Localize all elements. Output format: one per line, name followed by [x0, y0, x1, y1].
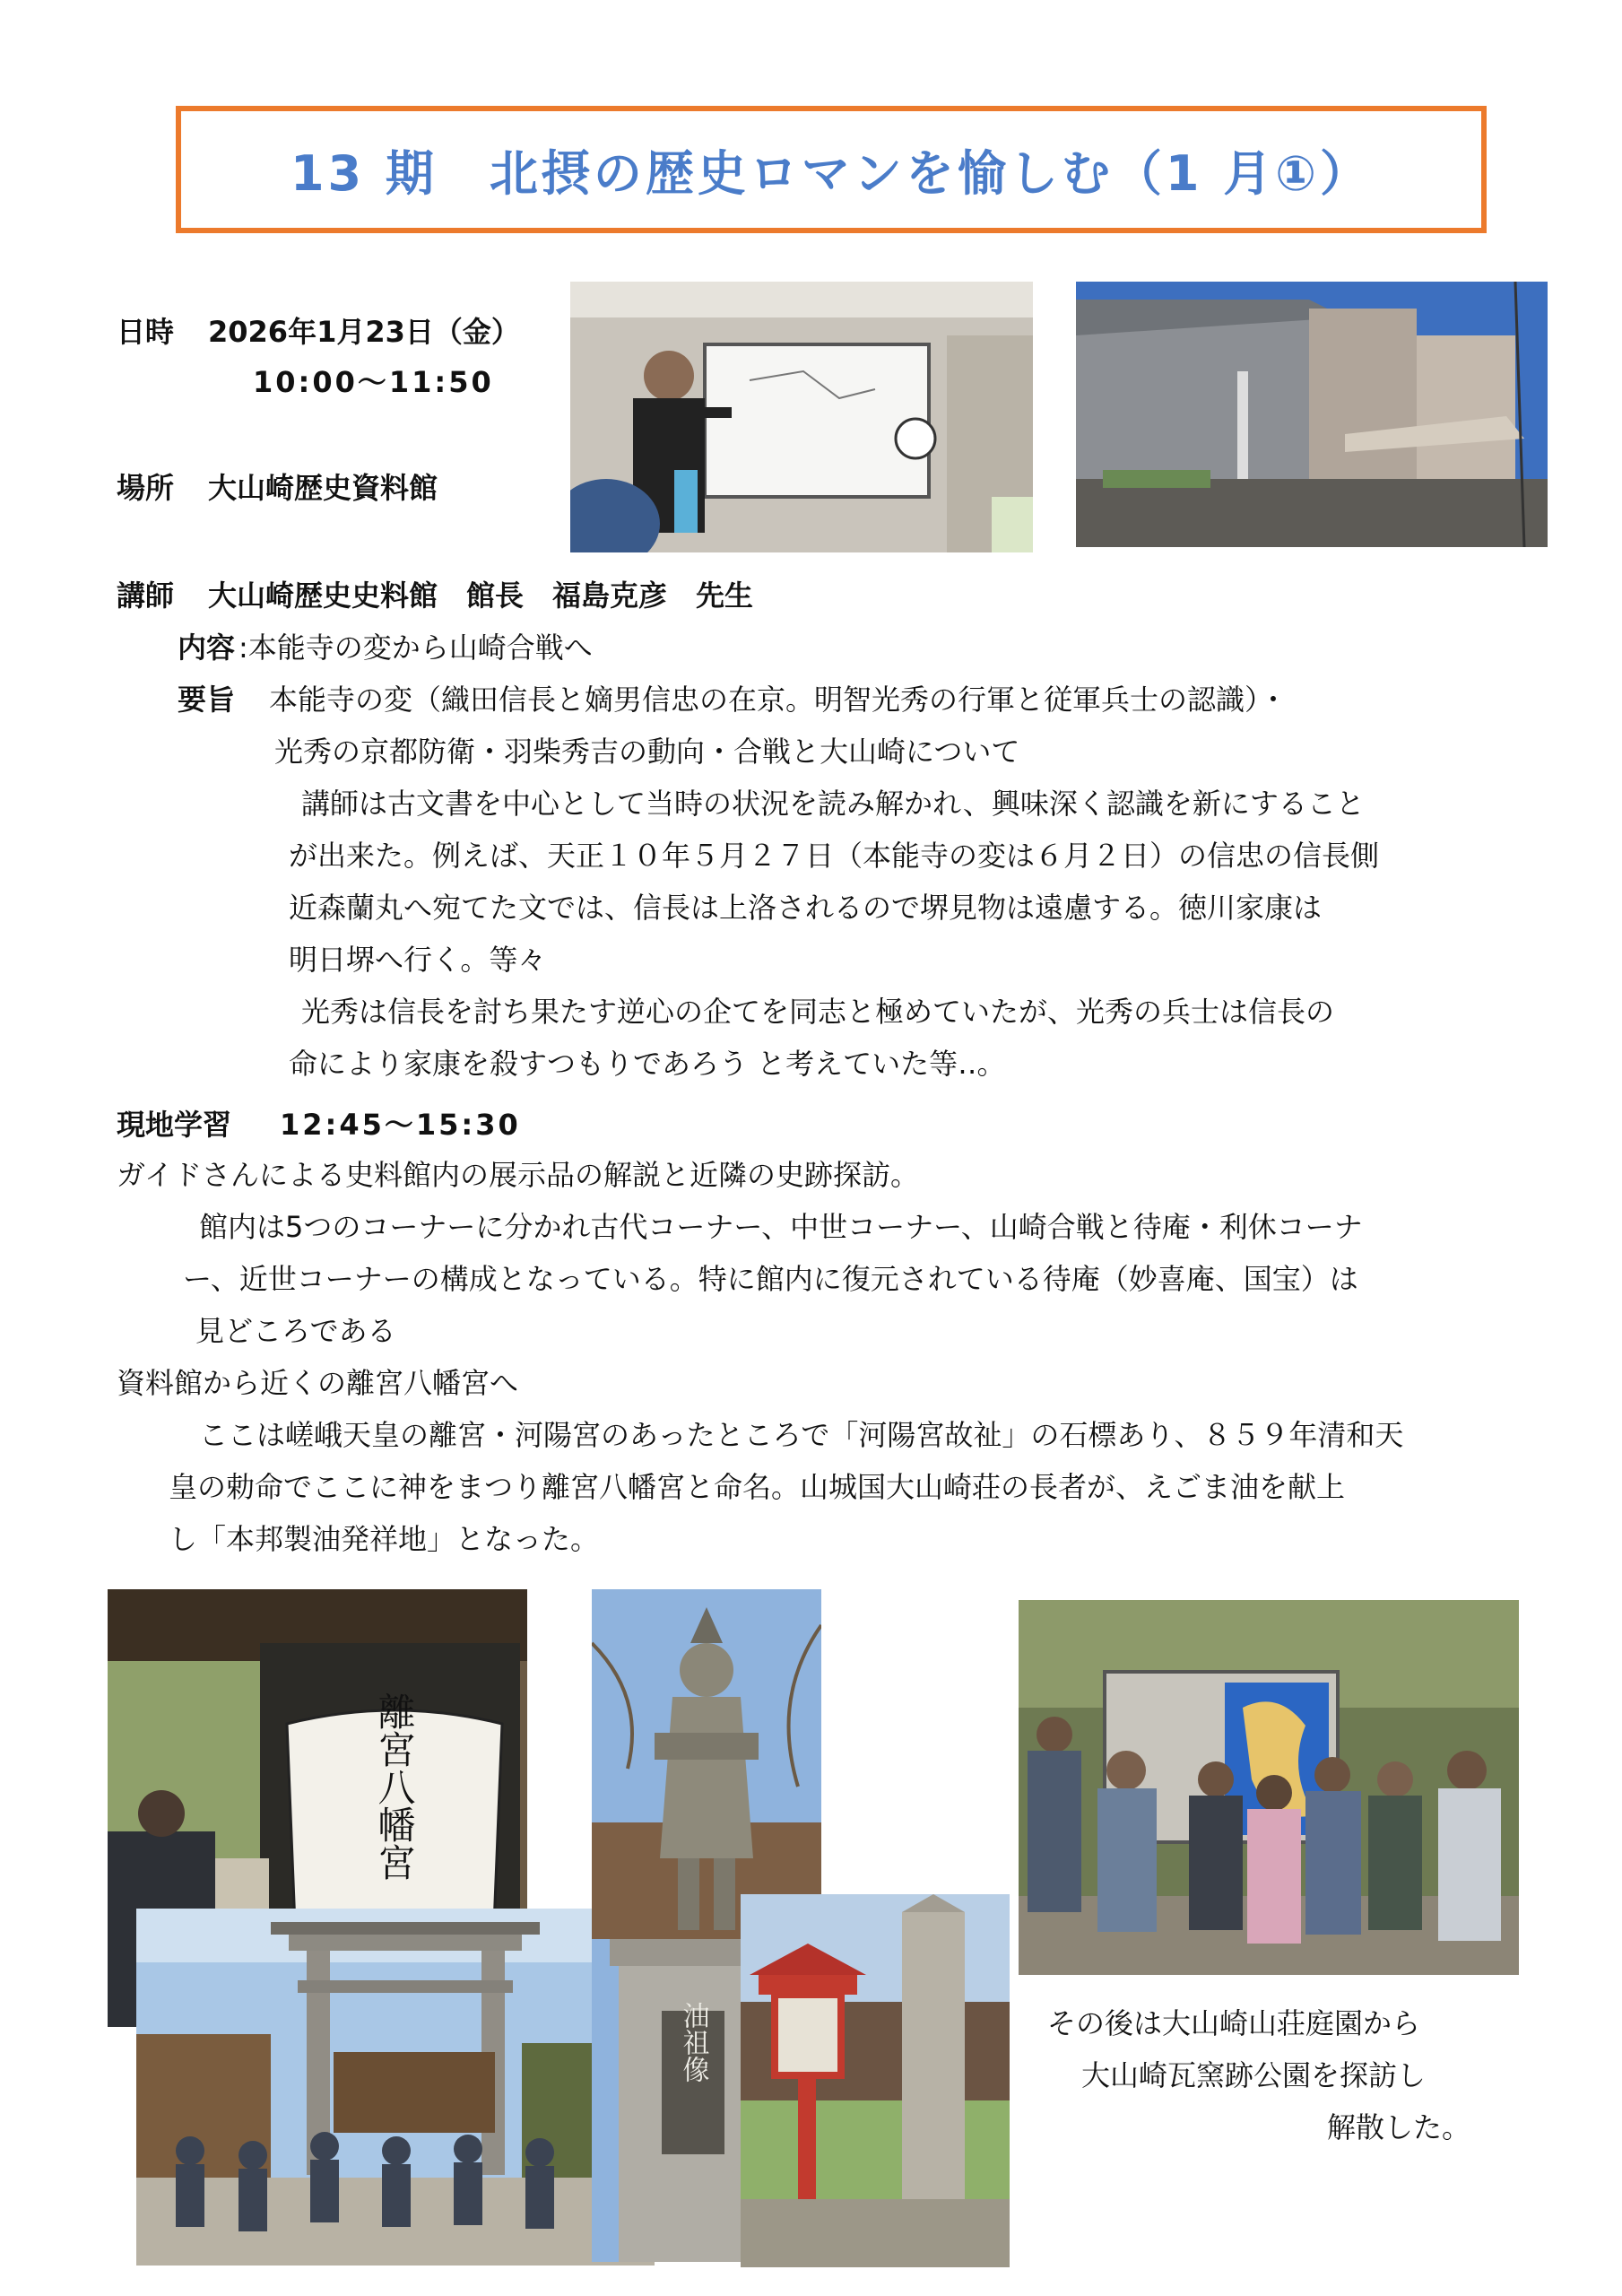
- field-para2-line-2: 皇の勅命でここに神をまつり離宮八幡宮と命名。山城国大山崎荘の長者が、えごま油を献上: [169, 1470, 1346, 1504]
- body-line-5: 光秀は信長を討ち果たす逆心の企てを同志と極めていたが、光秀の兵士は信長の: [301, 995, 1335, 1029]
- title-box: [176, 106, 1487, 233]
- place-label: 場所: [117, 471, 175, 505]
- field-para1-line-1: 館内は5つのコーナーに分かれ古代コーナー、中世コーナー、山崎合戦と待庵・利休コーナ: [199, 1210, 1363, 1244]
- content-label: 内容: [178, 631, 236, 665]
- group-map-board-photo: [1019, 1600, 1519, 1975]
- datetime-label: 日時: [117, 315, 175, 349]
- field-line-1: ガイドさんによる史料館内の展示品の解説と近隣の史跡探訪。: [117, 1158, 920, 1192]
- page-title: 13 期 北摂の歴史ロマンを愉しむ（1 月①）: [290, 144, 1373, 202]
- event-date: 2026年1月23日（金）: [208, 315, 520, 349]
- field-time: 12:45～15:30: [280, 1108, 521, 1142]
- event-time: 10:00～11:50: [253, 365, 494, 399]
- closing-line-1: その後は大山崎山荘庭園から: [1047, 2006, 1421, 2040]
- body-line-1: 講師は古文書を中心として当時の状況を読み解かれ、興味深く認識を新にすること: [301, 787, 1365, 821]
- field-para2-line-1: ここは嵯峨天皇の離宮・河陽宮のあったところで「河陽宮故祉」の石標あり、８５９年清和天: [199, 1418, 1404, 1452]
- body-line-4: 明日堺へ行く。等々: [289, 943, 547, 977]
- field-para2-line-3: し「本邦製油発祥地」となった。: [169, 1522, 600, 1556]
- lecture-photo: [570, 282, 1033, 552]
- body-line-2: が出来た。例えば、天正１０年５月２７日（本能寺の変は６月２日）の信忠の信長側: [289, 839, 1380, 873]
- place-value: 大山崎歴史資料館: [208, 471, 438, 505]
- stone-marker-photo: [741, 1894, 1010, 2267]
- museum-building-photo: [1076, 282, 1548, 547]
- field-label: 現地学習: [117, 1108, 232, 1142]
- summary-label: 要旨: [178, 683, 236, 717]
- lecturer-value: 大山崎歴史史料館 館長 福島克彦 先生: [208, 578, 754, 613]
- field-para1-line-3: 見どころである: [195, 1314, 396, 1348]
- lecturer-label: 講師: [117, 578, 175, 613]
- torii-gate-photo: [136, 1909, 655, 2266]
- summary-line-1: 本能寺の変（織田信長と嫡男信忠の在京。明智光秀の行軍と従軍兵士の認識）・: [269, 683, 1288, 717]
- closing-line-2: 大山崎瓦窯跡公園を探訪し: [1081, 2058, 1427, 2092]
- stone-text: 油祖像: [677, 2002, 709, 2083]
- body-line-6: 命により家康を殺すつもりであろう と考えていた等‥。: [289, 1047, 1006, 1081]
- field-line-2: 資料館から近くの離宮八幡宮へ: [117, 1366, 519, 1400]
- summary-line-2: 光秀の京都防衛・羽柴秀吉の動向・合戦と大山崎について: [274, 735, 1020, 769]
- closing-line-3: 解散した。: [1327, 2110, 1471, 2144]
- content-value: :本能寺の変から山崎合戦へ: [239, 631, 593, 665]
- lantern-text: 離宮八幡宮: [372, 1692, 417, 1881]
- body-line-3: 近森蘭丸へ宛てた文では、信長は上洛されるので堺見物は遠慮する。徳川家康は: [289, 891, 1323, 925]
- field-para1-line-2: ー、近世コーナーの構成となっている。特に館内に復元されている待庵（妙喜庵、国宝）は: [183, 1262, 1358, 1296]
